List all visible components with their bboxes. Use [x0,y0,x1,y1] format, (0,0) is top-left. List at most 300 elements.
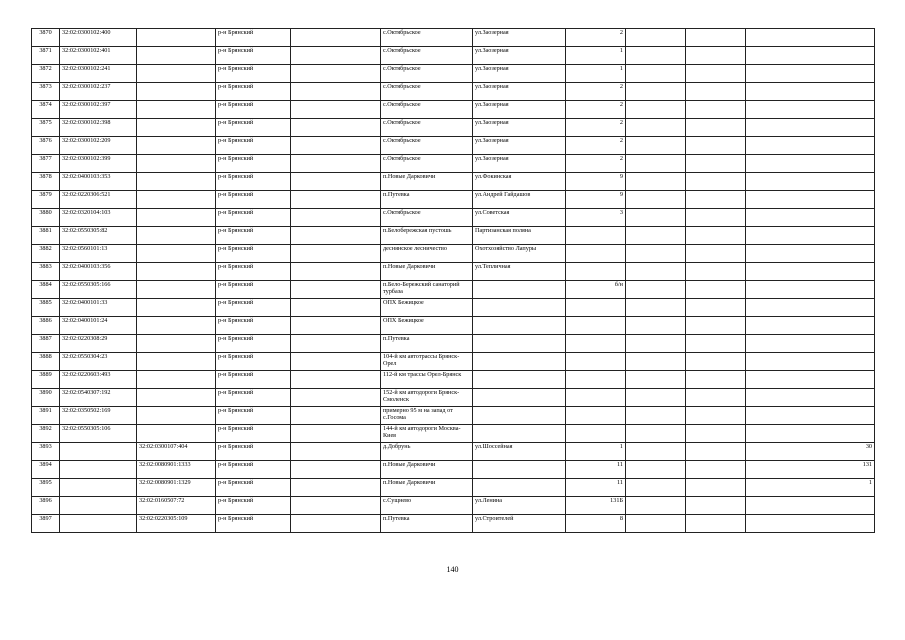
cell-cadastral-number [60,479,137,497]
cell-row-number: 3870 [32,29,60,47]
cell-street [473,425,566,443]
cell-row-number: 3897 [32,515,60,533]
cell-column-5 [291,371,381,389]
table-row [32,371,875,389]
cell-column-5 [291,209,381,227]
cell-column-11 [746,191,875,209]
cell-column-5 [291,317,381,335]
cell-house-number: 9 [566,173,626,191]
cell-house-number: 1 [566,47,626,65]
cell-locality: с.Октябрьское [381,209,473,227]
table-row [32,353,875,371]
cell-column-11 [746,29,875,47]
cell-row-number: 3893 [32,443,60,461]
cell-district: р-н Брянский [216,47,291,65]
cell-column-10 [686,29,746,47]
cell-locality: с.Октябрьское [381,47,473,65]
cell-column-11: 1 [746,479,875,497]
cell-street: ул.Заозерная [473,155,566,173]
cell-row-number: 3894 [32,461,60,479]
cell-row-number: 3877 [32,155,60,173]
cell-cadastral-number-alt [137,83,216,101]
cell-street: ул.Фокинская [473,173,566,191]
cell-column-9 [626,101,686,119]
cell-cadastral-number-alt [137,389,216,407]
cell-column-11 [746,101,875,119]
cell-column-11 [746,371,875,389]
cell-street: ул.Строителей [473,515,566,533]
cell-column-5 [291,443,381,461]
cell-column-5 [291,479,381,497]
cell-house-number [566,317,626,335]
cell-cadastral-number-alt [137,407,216,425]
cell-column-10 [686,335,746,353]
cell-locality: ОПХ Бежицкое [381,299,473,317]
cell-cadastral-number-alt [137,425,216,443]
cell-cadastral-number-alt [137,119,216,137]
cell-cadastral-number-alt [137,245,216,263]
cell-column-5 [291,335,381,353]
cell-street: ул.Шоссейная [473,443,566,461]
cell-locality: д.Добрунь [381,443,473,461]
cell-cadastral-number-alt [137,29,216,47]
cell-house-number: 8 [566,515,626,533]
cell-cadastral-number-alt [137,101,216,119]
cell-cadastral-number: 32:02:0300102:399 [60,155,137,173]
cell-column-11 [746,47,875,65]
cell-cadastral-number-alt [137,371,216,389]
cell-column-5 [291,137,381,155]
cell-house-number [566,407,626,425]
cell-column-11 [746,389,875,407]
cell-locality: с.Октябрьское [381,119,473,137]
cell-cadastral-number: 32:02:0300102:241 [60,65,137,83]
cell-row-number: 3896 [32,497,60,515]
cell-district: р-н Брянский [216,479,291,497]
cell-street [473,479,566,497]
cell-column-9 [626,209,686,227]
cell-district: р-н Брянский [216,29,291,47]
table-row [32,47,875,65]
cell-column-10 [686,101,746,119]
cell-district: р-н Брянский [216,317,291,335]
cell-column-9 [626,443,686,461]
cell-district: р-н Брянский [216,65,291,83]
cell-district: р-н Брянский [216,101,291,119]
table-row [32,245,875,263]
cell-house-number: 2 [566,155,626,173]
cell-column-11 [746,245,875,263]
cell-column-9 [626,65,686,83]
cell-cadastral-number-alt: 32:02:0160507:72 [137,497,216,515]
cell-cadastral-number-alt [137,263,216,281]
cell-house-number: 2 [566,119,626,137]
cell-row-number: 3875 [32,119,60,137]
cell-cadastral-number [60,461,137,479]
cell-district: р-н Брянский [216,407,291,425]
cell-cadastral-number: 32:02:0300102:401 [60,47,137,65]
cell-column-5 [291,119,381,137]
cell-house-number: 2 [566,137,626,155]
table-row [32,335,875,353]
cell-column-9 [626,335,686,353]
cell-column-9 [626,497,686,515]
cell-column-10 [686,65,746,83]
cell-column-5 [291,461,381,479]
cell-district: р-н Брянский [216,461,291,479]
cell-row-number: 3888 [32,353,60,371]
cell-column-10 [686,353,746,371]
cell-cadastral-number-alt [137,299,216,317]
cell-column-9 [626,515,686,533]
cell-cadastral-number-alt [137,47,216,65]
cell-cadastral-number: 32:02:0300102:397 [60,101,137,119]
cell-column-11 [746,299,875,317]
cell-house-number [566,389,626,407]
cell-column-10 [686,245,746,263]
cell-column-10 [686,443,746,461]
cell-column-10 [686,515,746,533]
cell-street: ул.Советская [473,209,566,227]
cell-column-9 [626,47,686,65]
cell-column-5 [291,83,381,101]
cell-column-5 [291,155,381,173]
cell-street: ул.Андрей Гайдашов [473,191,566,209]
cell-locality: деснянское лесничество [381,245,473,263]
cell-district: р-н Брянский [216,515,291,533]
cell-cadastral-number: 32:02:0220308:29 [60,335,137,353]
cell-street [473,353,566,371]
cell-locality: п.Новые Дарковичи [381,461,473,479]
cell-locality: примерно 95 м на запад от с.Госома [381,407,473,425]
cell-column-9 [626,119,686,137]
cell-column-5 [291,407,381,425]
cell-street [473,389,566,407]
cell-district: р-н Брянский [216,83,291,101]
cell-district: р-н Брянский [216,497,291,515]
cell-street: Охотхозяйство Лапуры [473,245,566,263]
cell-locality: п.Путевка [381,335,473,353]
cell-district: р-н Брянский [216,353,291,371]
cell-column-11: 131 [746,461,875,479]
cell-house-number: 1 [566,65,626,83]
cell-cadastral-number-alt: 32:02:0080901:1329 [137,479,216,497]
cell-house-number: 2 [566,101,626,119]
cell-street: Партизанская поляна [473,227,566,245]
cell-street: ул.Заозерная [473,137,566,155]
cell-locality: с.Октябрьское [381,155,473,173]
table-row [32,263,875,281]
cell-row-number: 3879 [32,191,60,209]
cell-column-9 [626,137,686,155]
table-row [32,281,875,299]
cell-cadastral-number: 32:02:0300102:209 [60,137,137,155]
cell-house-number: б/н [566,281,626,299]
cell-column-9 [626,245,686,263]
cell-street: ул.Заозерная [473,119,566,137]
cell-cadastral-number [60,497,137,515]
cell-house-number [566,353,626,371]
cell-column-11: 30 [746,443,875,461]
cell-column-9 [626,353,686,371]
cell-column-11 [746,407,875,425]
cell-row-number: 3878 [32,173,60,191]
table-row [32,227,875,245]
cell-street [473,281,566,299]
cell-column-10 [686,497,746,515]
cell-cadastral-number-alt [137,209,216,227]
table-row [32,317,875,335]
cell-column-10 [686,407,746,425]
cell-house-number: 2 [566,83,626,101]
cell-column-11 [746,209,875,227]
cell-row-number: 3871 [32,47,60,65]
cell-column-10 [686,317,746,335]
cell-locality: с.Сущнево [381,497,473,515]
cell-column-11 [746,281,875,299]
cell-column-10 [686,83,746,101]
cell-column-10 [686,299,746,317]
cell-column-10 [686,461,746,479]
cell-row-number: 3890 [32,389,60,407]
cell-street: ул.Заозерная [473,101,566,119]
cell-row-number: 3876 [32,137,60,155]
cell-cadastral-number: 32:02:0220603:493 [60,371,137,389]
cell-locality: с.Октябрьское [381,101,473,119]
cell-cadastral-number [60,443,137,461]
cell-column-10 [686,155,746,173]
cell-district: р-н Брянский [216,173,291,191]
cell-row-number: 3874 [32,101,60,119]
cell-street: ул.Ленина [473,497,566,515]
cell-locality: с.Октябрьское [381,83,473,101]
cell-column-11 [746,497,875,515]
cell-locality: п.Новые Дарковичи [381,173,473,191]
cell-locality: п.Путевка [381,515,473,533]
cell-column-5 [291,47,381,65]
cell-house-number: 131Б [566,497,626,515]
cell-street [473,299,566,317]
cell-street: ул.Заозерная [473,47,566,65]
cell-district: р-н Брянский [216,191,291,209]
table-row [32,443,875,461]
cell-district: р-н Брянский [216,227,291,245]
cell-locality: 152-й км автодороги Брянск-Смоленск [381,389,473,407]
cell-street [473,335,566,353]
cell-row-number: 3884 [32,281,60,299]
cell-cadastral-number: 32:02:0400103:356 [60,263,137,281]
cell-row-number: 3895 [32,479,60,497]
cell-cadastral-number-alt [137,65,216,83]
cell-column-5 [291,281,381,299]
cell-cadastral-number: 32:02:0400101:33 [60,299,137,317]
cell-column-5 [291,425,381,443]
cell-locality: 144-й км автодороги Москва-Киев [381,425,473,443]
cell-column-9 [626,407,686,425]
cell-column-9 [626,191,686,209]
property-register-table [31,28,875,533]
cell-cadastral-number-alt [137,227,216,245]
table-row [32,209,875,227]
cell-street: ул.Тепличная [473,263,566,281]
cell-district: р-н Брянский [216,371,291,389]
cell-locality: с.Октябрьское [381,65,473,83]
cell-locality: с.Октябрьское [381,137,473,155]
table-row [32,479,875,497]
cell-locality: ОПХ Бежицкое [381,317,473,335]
table-row [32,155,875,173]
cell-column-10 [686,119,746,137]
cell-district: р-н Брянский [216,155,291,173]
cell-house-number [566,425,626,443]
cell-locality: 112-й км трассы Орел-Брянск [381,371,473,389]
cell-cadastral-number: 32:02:0300102:398 [60,119,137,137]
cell-column-9 [626,263,686,281]
cell-locality: п.Белобережская пустошь [381,227,473,245]
cell-column-5 [291,101,381,119]
cell-cadastral-number: 32:02:0350502:169 [60,407,137,425]
cell-house-number [566,335,626,353]
cell-cadastral-number-alt: 32:02:0300107:404 [137,443,216,461]
cell-locality: 104-й км автотрассы Брянск-Орел [381,353,473,371]
cell-street: ул.Заозерная [473,65,566,83]
cell-cadastral-number: 32:02:0540307:192 [60,389,137,407]
cell-column-9 [626,281,686,299]
table-row [32,515,875,533]
table-row [32,191,875,209]
cell-street [473,371,566,389]
cell-row-number: 3882 [32,245,60,263]
cell-cadastral-number-alt [137,335,216,353]
table-row [32,173,875,191]
cell-house-number: 11 [566,479,626,497]
cell-cadastral-number-alt [137,155,216,173]
cell-column-10 [686,191,746,209]
cell-locality: п.Путевка [381,191,473,209]
cell-column-5 [291,353,381,371]
cell-house-number [566,227,626,245]
table-row [32,425,875,443]
cell-house-number: 11 [566,461,626,479]
cell-cadastral-number-alt [137,191,216,209]
cell-cadastral-number: 32:02:0550305:166 [60,281,137,299]
cell-district: р-н Брянский [216,137,291,155]
cell-house-number: 9 [566,191,626,209]
cell-row-number: 3889 [32,371,60,389]
table-row [32,461,875,479]
cell-cadastral-number: 32:02:0400101:24 [60,317,137,335]
cell-column-10 [686,209,746,227]
cell-cadastral-number-alt [137,281,216,299]
cell-column-11 [746,173,875,191]
cell-cadastral-number [60,515,137,533]
cell-column-11 [746,317,875,335]
cell-column-11 [746,119,875,137]
cell-street [473,317,566,335]
cell-house-number [566,245,626,263]
cell-column-11 [746,65,875,83]
cell-column-11 [746,515,875,533]
cell-column-10 [686,173,746,191]
cell-cadastral-number-alt [137,353,216,371]
cell-district: р-н Брянский [216,281,291,299]
cell-column-11 [746,335,875,353]
cell-house-number: 3 [566,209,626,227]
table-row [32,407,875,425]
cell-row-number: 3883 [32,263,60,281]
cell-column-9 [626,173,686,191]
cell-street [473,461,566,479]
cell-column-11 [746,425,875,443]
cell-locality: п.Новые Дарковичи [381,263,473,281]
cell-column-9 [626,155,686,173]
cell-cadastral-number: 32:02:0300102:237 [60,83,137,101]
cell-row-number: 3873 [32,83,60,101]
cell-column-9 [626,479,686,497]
cell-cadastral-number-alt: 32:02:0080901:1333 [137,461,216,479]
cell-column-9 [626,461,686,479]
cell-row-number: 3881 [32,227,60,245]
cell-column-10 [686,227,746,245]
cell-column-5 [291,497,381,515]
cell-cadastral-number: 32:02:0560101:13 [60,245,137,263]
cell-column-5 [291,65,381,83]
cell-row-number: 3872 [32,65,60,83]
cell-cadastral-number-alt [137,317,216,335]
cell-column-10 [686,425,746,443]
table-row [32,389,875,407]
cell-cadastral-number: 32:02:0400103:353 [60,173,137,191]
cell-row-number: 3892 [32,425,60,443]
cell-column-5 [291,515,381,533]
cell-column-5 [291,29,381,47]
cell-district: р-н Брянский [216,443,291,461]
cell-row-number: 3880 [32,209,60,227]
page-number: 140 [446,565,459,574]
cell-cadastral-number: 32:02:0550305:106 [60,425,137,443]
cell-row-number: 3885 [32,299,60,317]
cell-house-number: 1 [566,443,626,461]
cell-column-9 [626,317,686,335]
cell-column-10 [686,389,746,407]
table-row [32,65,875,83]
cell-cadastral-number-alt: 32:02:0220305:109 [137,515,216,533]
table-row [32,29,875,47]
cell-column-10 [686,479,746,497]
cell-cadastral-number: 32:02:0550304:23 [60,353,137,371]
cell-district: р-н Брянский [216,209,291,227]
cell-column-10 [686,47,746,65]
cell-column-9 [626,227,686,245]
cell-column-9 [626,29,686,47]
cell-district: р-н Брянский [216,299,291,317]
cell-street: ул.Заозерная [473,29,566,47]
table-row [32,137,875,155]
cell-column-5 [291,299,381,317]
table-row [32,299,875,317]
cell-column-5 [291,245,381,263]
cell-column-10 [686,371,746,389]
table-row [32,119,875,137]
cell-cadastral-number: 32:02:0550305:82 [60,227,137,245]
cell-row-number: 3886 [32,317,60,335]
cell-district: р-н Брянский [216,389,291,407]
cell-cadastral-number: 32:02:0220306:521 [60,191,137,209]
cell-column-9 [626,299,686,317]
cell-column-9 [626,371,686,389]
cell-column-5 [291,263,381,281]
cell-column-10 [686,281,746,299]
